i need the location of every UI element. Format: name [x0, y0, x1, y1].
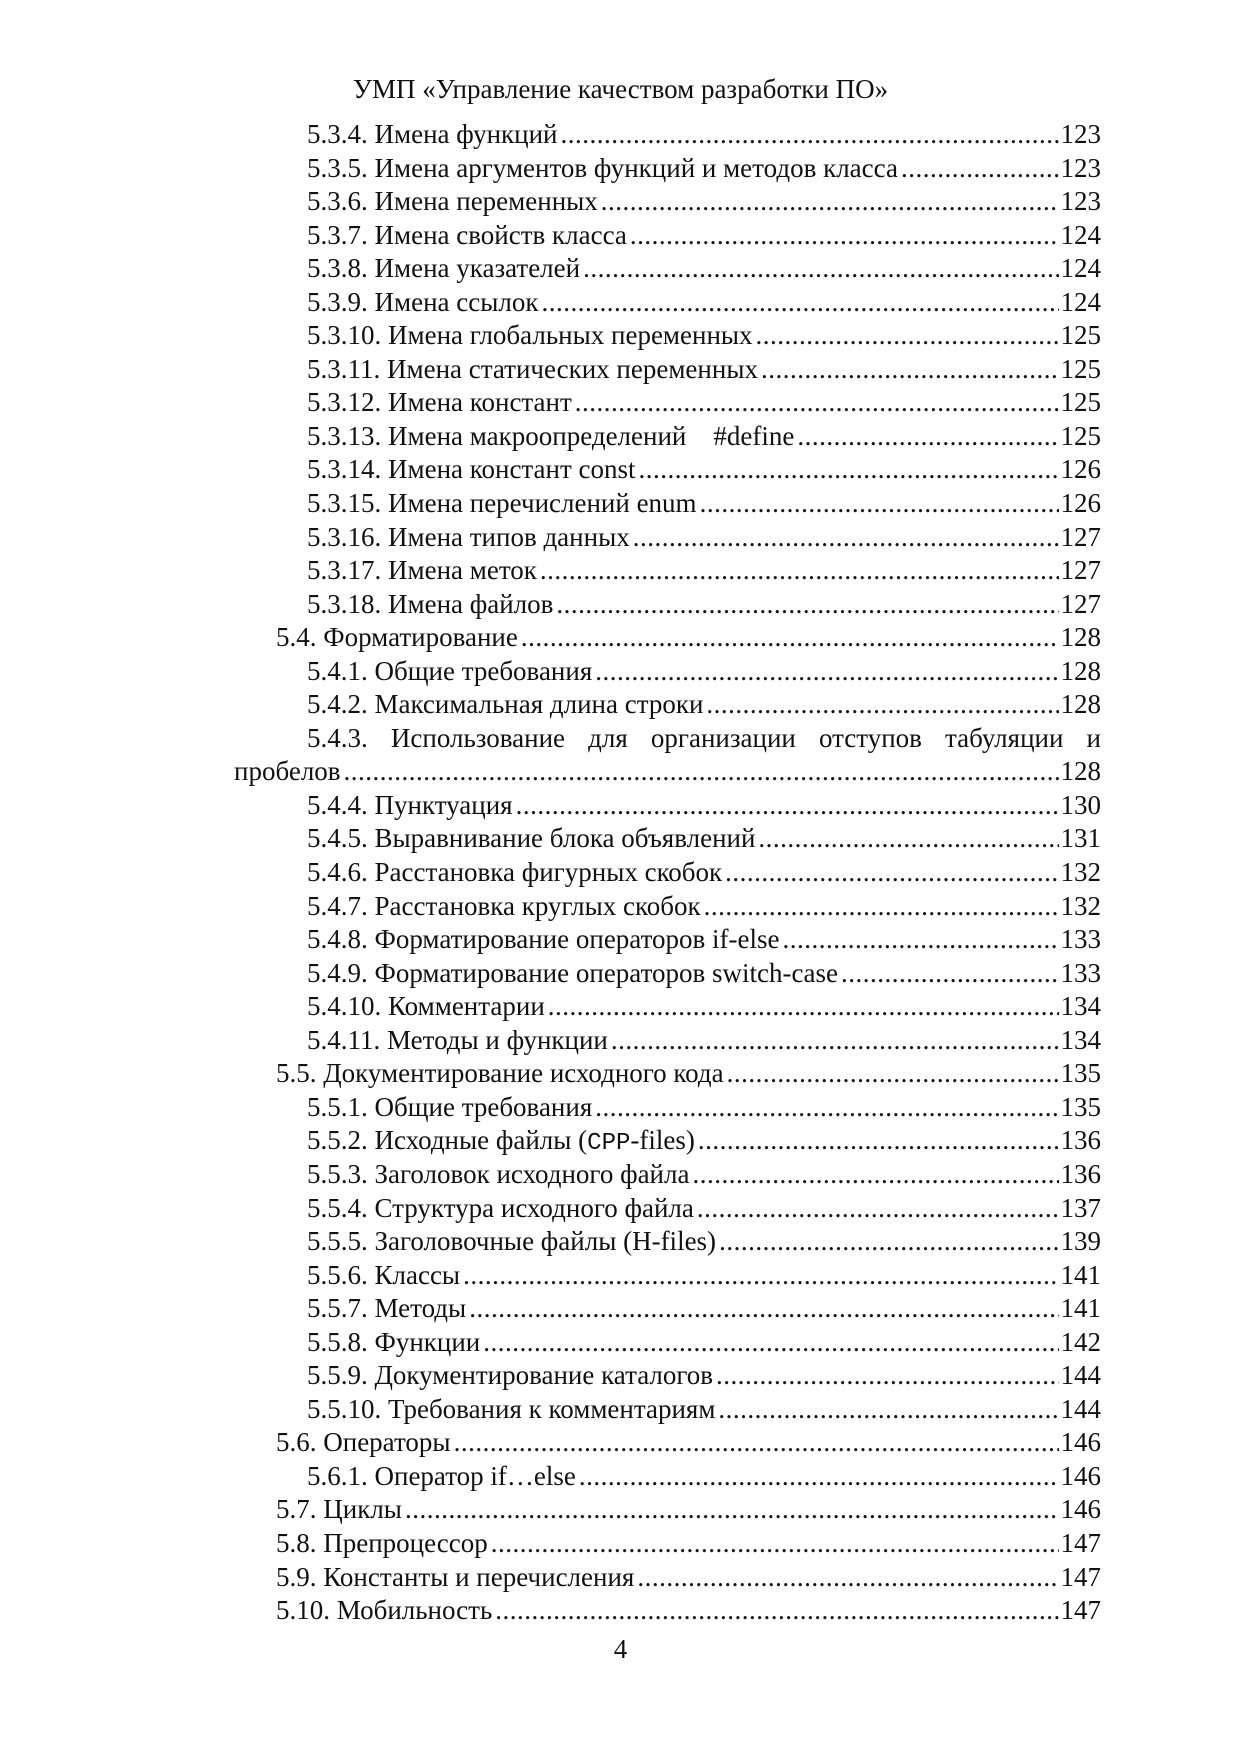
running-header: УМП «Управление качеством разработки ПО» — [352, 74, 889, 104]
toc-entry-page: 146 — [1060, 1427, 1101, 1458]
toc-entry-number: 5.4.9. — [307, 957, 368, 988]
toc-entry-number: 5.10. — [276, 1595, 330, 1626]
toc-entry-page: 132 — [1060, 857, 1101, 888]
toc-entry-wrapped-line1[interactable] — [0, 722, 1241, 756]
toc-entry[interactable] — [0, 1091, 1241, 1125]
dot-leader — [516, 789, 1059, 823]
toc-entry-title-part: Исходные файлы ( — [374, 1125, 588, 1156]
toc-entry-title: Имена перечислений enum — [388, 488, 697, 519]
toc-entry-title: Документирование исходного кода — [323, 1058, 724, 1089]
toc-entry-title: Имена ссылок — [374, 286, 539, 317]
toc-entry-number: 5.5.5. — [307, 1226, 368, 1257]
dot-leader — [483, 1326, 1058, 1360]
dot-leader — [797, 420, 1058, 454]
toc-entry-title: Использование для организации отступов табуляции и — [390, 722, 1102, 753]
toc-entry-page: 136 — [1060, 1125, 1101, 1156]
toc-entry-title: Имена меток — [388, 555, 537, 586]
toc-entry-page: 131 — [1060, 823, 1101, 854]
dot-leader — [344, 755, 1059, 789]
toc-entry-page: 134 — [1060, 1024, 1101, 1055]
toc-section-entry[interactable] — [0, 1527, 1241, 1561]
toc-entry[interactable] — [0, 1393, 1241, 1427]
toc-entry-number: 5.4.4. — [307, 789, 368, 820]
toc-entry[interactable] — [0, 1359, 1241, 1393]
toc-entry[interactable] — [0, 890, 1241, 924]
toc-entry-title: Имена типов данных — [388, 521, 630, 552]
dot-leader — [725, 856, 1058, 890]
toc-entry-page: 135 — [1060, 1058, 1101, 1089]
dot-leader — [697, 1192, 1059, 1226]
toc-entry-number: 5.3.18. — [307, 588, 382, 619]
toc-entry-number: 5.6.1. — [307, 1460, 368, 1491]
toc-entry-number: 5.9. — [276, 1561, 317, 1592]
toc-entry-number: 5.3.13. — [307, 420, 382, 451]
toc-entry-number: 5.4.3. — [307, 722, 368, 753]
toc-entry[interactable] — [0, 588, 1241, 622]
toc-entry-page: 137 — [1060, 1192, 1101, 1223]
toc-entry-number: 5.4. — [276, 622, 317, 653]
toc-entry-page: 144 — [1060, 1360, 1101, 1391]
toc-section-entry[interactable] — [0, 1493, 1241, 1527]
toc-entry-page: 127 — [1060, 521, 1101, 552]
toc-section-entry[interactable] — [0, 1561, 1241, 1595]
toc-entry-title: Имена переменных — [374, 186, 598, 217]
toc-entry-page: 147 — [1060, 1595, 1101, 1626]
toc-entry-number: 5.4.11. — [307, 1024, 381, 1055]
toc-entry-page: 136 — [1060, 1158, 1101, 1189]
toc-entry-page: 123 — [1060, 186, 1101, 217]
toc-entry-page: 125 — [1060, 320, 1101, 351]
toc-entry-number: 5.5. — [276, 1058, 317, 1089]
toc-entry-title: Пунктуация — [374, 789, 513, 820]
toc-entry-number: 5.3.9. — [307, 286, 368, 317]
toc-section-entry[interactable] — [0, 621, 1241, 655]
toc-entry-title: Расстановка круглых скобок — [374, 890, 701, 921]
toc-entry-page: 147 — [1060, 1527, 1101, 1558]
toc-entry-page: 128 — [1060, 655, 1101, 686]
toc-entry-number: 5.3.14. — [307, 454, 382, 485]
toc-entry-page: 146 — [1060, 1494, 1101, 1525]
toc-entry[interactable] — [0, 990, 1241, 1024]
toc-entry-number: 5.5.6. — [307, 1259, 368, 1290]
dot-leader — [783, 923, 1059, 957]
toc-entry-title: Общие требования — [374, 1091, 593, 1122]
toc-entry-title: Мобильность — [336, 1595, 493, 1626]
toc-entry-number: 5.4.6. — [307, 857, 368, 888]
dot-leader — [761, 353, 1059, 387]
toc-entry-page: 123 — [1060, 119, 1101, 149]
toc-entry[interactable] — [0, 152, 1241, 186]
toc-entry-page: 125 — [1060, 420, 1101, 451]
toc-entry[interactable] — [0, 252, 1241, 286]
toc-entry-page: 135 — [1060, 1091, 1101, 1122]
toc-entry-number: 5.3.6. — [307, 186, 368, 217]
dot-leader — [469, 1292, 1058, 1326]
toc-entry-page: 139 — [1060, 1226, 1101, 1257]
toc-entry-title: Препроцессор — [323, 1527, 488, 1558]
toc-entry-title-part: -files) — [630, 1125, 695, 1156]
toc-entry[interactable] — [0, 1292, 1241, 1326]
toc-entry-page: 141 — [1060, 1259, 1101, 1290]
toc-entry-title-continuation: пробелов — [234, 756, 341, 787]
toc-entry[interactable] — [0, 1124, 1241, 1158]
toc-entry-number: 5.7. — [276, 1494, 317, 1525]
toc-entry[interactable] — [0, 219, 1241, 253]
dot-leader — [521, 621, 1059, 655]
toc-entry-title: Структура исходного файла — [374, 1192, 694, 1223]
toc-entry-page: 133 — [1060, 924, 1101, 955]
dot-leader — [719, 1225, 1058, 1259]
toc-entry-page: 133 — [1060, 957, 1101, 988]
dot-leader — [756, 319, 1059, 353]
toc-entry-title: Форматирование операторов switch-case — [374, 957, 838, 988]
toc-entry[interactable] — [0, 453, 1241, 487]
dot-leader — [718, 1393, 1058, 1427]
dot-leader — [639, 453, 1059, 487]
toc-entry[interactable] — [0, 1225, 1241, 1259]
toc-entry-code: CPP — [587, 1130, 631, 1158]
dot-leader — [700, 487, 1059, 521]
toc-entry-page: 130 — [1060, 789, 1101, 820]
toc-entry-title: Циклы — [323, 1494, 402, 1525]
toc-entry-wrapped-line2[interactable] — [0, 755, 1241, 789]
toc-entry-number: 5.3.8. — [307, 253, 368, 284]
dot-leader — [561, 118, 1059, 152]
dot-leader — [405, 1493, 1059, 1527]
toc-entry-number: 5.4.2. — [307, 689, 368, 720]
toc-entry-title: Имена функций — [374, 119, 558, 149]
toc-entry-title: Документирование каталогов — [374, 1360, 714, 1391]
toc-entry-number: 5.8. — [276, 1527, 317, 1558]
toc-entry-page: 141 — [1060, 1293, 1101, 1324]
toc-entry-title: Имена констант const — [388, 454, 636, 485]
toc-entry[interactable] — [0, 789, 1241, 823]
toc-entry-page: 146 — [1060, 1460, 1101, 1491]
dot-leader — [579, 1460, 1059, 1494]
toc-entry[interactable] — [0, 353, 1241, 387]
toc-entry-title: Имена глобальных переменных — [388, 320, 753, 351]
toc-entry-page: 132 — [1060, 890, 1101, 921]
toc-entry-page: 123 — [1060, 152, 1101, 183]
toc-entry-page: 147 — [1060, 1561, 1101, 1592]
toc-entry-number: 5.6. — [276, 1427, 317, 1458]
toc-entry-page: 125 — [1060, 387, 1101, 418]
toc-entry-page: 128 — [1060, 756, 1101, 787]
toc-entry[interactable] — [0, 420, 1241, 454]
toc-entry-number: 5.5.3. — [307, 1158, 368, 1189]
toc-entry[interactable] — [0, 957, 1241, 991]
toc-entry-title: Имена указателей — [374, 253, 581, 284]
dot-leader — [463, 1259, 1058, 1293]
toc-entry-title: Имена статических переменных — [387, 353, 758, 384]
toc-entry-title: Общие требования — [374, 655, 593, 686]
toc-entry-page: 127 — [1060, 588, 1101, 619]
toc-entry[interactable] — [0, 822, 1241, 856]
dot-leader — [758, 822, 1058, 856]
dot-leader — [595, 655, 1058, 689]
toc-entry[interactable] — [0, 554, 1241, 588]
toc-entry-title: Константы и перечисления — [323, 1561, 635, 1592]
toc-entry-number: 5.3.5. — [307, 152, 368, 183]
toc-entry[interactable] — [0, 319, 1241, 353]
dot-leader — [583, 252, 1058, 286]
toc-entry-page: 125 — [1060, 353, 1101, 384]
toc-entry-page: 142 — [1060, 1326, 1101, 1357]
dot-leader — [540, 554, 1059, 588]
toc-entry-title: Операторы — [323, 1427, 451, 1458]
toc-entry-number: 5.4.1. — [307, 655, 368, 686]
toc-entry-number: 5.3.16. — [307, 521, 382, 552]
toc-entry[interactable] — [0, 655, 1241, 689]
dot-leader — [495, 1594, 1058, 1628]
toc-entry[interactable] — [0, 286, 1241, 320]
toc-entry-number: 5.5.8. — [307, 1326, 368, 1357]
toc-entry-number: 5.3.10. — [307, 320, 382, 351]
dot-leader — [548, 990, 1059, 1024]
toc-entry-title: Классы — [374, 1259, 461, 1290]
toc-entry-title: Заголовок исходного файла — [374, 1158, 690, 1189]
toc-entry-title: Имена аргументов функций и методов класса — [374, 152, 898, 183]
toc-entry[interactable] — [0, 1326, 1241, 1360]
toc-entry-title: Методы и функции — [387, 1024, 608, 1055]
toc-section-entry[interactable] — [0, 1594, 1241, 1628]
toc-entry-number: 5.5.4. — [307, 1192, 368, 1223]
toc-entry[interactable] — [0, 1460, 1241, 1494]
toc-entry-title: Методы — [374, 1293, 467, 1324]
toc-entry-number: 5.3.7. — [307, 219, 368, 250]
dot-leader — [595, 1091, 1058, 1125]
toc-entry-page: 128 — [1060, 622, 1101, 653]
toc-entry-title: Требования к комментариям — [388, 1393, 716, 1424]
toc-entry-number: 5.3.4. — [307, 119, 368, 149]
toc-entry-page: 128 — [1060, 689, 1101, 720]
toc-entry-title: Имена свойств класса — [374, 219, 627, 250]
dot-leader — [706, 688, 1058, 722]
toc-entry-page: 124 — [1060, 219, 1101, 250]
toc-entry-number: 5.4.5. — [307, 823, 368, 854]
dot-leader — [575, 386, 1059, 420]
toc-entry[interactable] — [0, 856, 1241, 890]
toc-entry-title: Имена макроопределений #define — [388, 420, 795, 451]
dot-leader — [704, 890, 1059, 924]
toc-entry-page: 127 — [1060, 555, 1101, 586]
dot-leader — [716, 1359, 1058, 1393]
dot-leader — [454, 1426, 1059, 1460]
toc-entry-number: 5.4.10. — [307, 991, 382, 1022]
toc-entry-title: Максимальная длина строки — [374, 689, 704, 720]
toc-entry-number: 5.5.10. — [307, 1393, 382, 1424]
toc-entry-number: 5.5.1. — [307, 1091, 368, 1122]
toc-entry[interactable] — [0, 1158, 1241, 1192]
toc-entry-title: Имена файлов — [388, 588, 554, 619]
toc-entry[interactable] — [0, 521, 1241, 555]
toc-entry-page: 124 — [1060, 253, 1101, 284]
dot-leader — [901, 152, 1059, 186]
page-number: 4 — [613, 1634, 628, 1664]
dot-leader — [692, 1158, 1058, 1192]
toc-section-entry[interactable] — [0, 1057, 1241, 1091]
toc-entry[interactable] — [0, 1192, 1241, 1226]
toc-entry-number: 5.5.2. — [307, 1125, 368, 1156]
toc-entry-page: 134 — [1060, 991, 1101, 1022]
toc-entry[interactable] — [0, 118, 1241, 152]
dot-leader — [601, 185, 1059, 219]
dot-leader — [633, 521, 1059, 555]
toc-entry-page: 144 — [1060, 1393, 1101, 1424]
dot-leader — [491, 1527, 1059, 1561]
toc-entry-title: Форматирование — [323, 622, 518, 653]
toc-entry-number: 5.5.7. — [307, 1293, 368, 1324]
toc-entry[interactable] — [0, 1024, 1241, 1058]
dot-leader — [637, 1561, 1058, 1595]
toc-entry[interactable] — [0, 923, 1241, 957]
toc-entry[interactable] — [0, 1259, 1241, 1293]
dot-leader — [556, 588, 1058, 622]
toc-entry-title: Форматирование операторов if-else — [374, 924, 780, 955]
toc-entry-title: Заголовочные файлы (H-files) — [374, 1226, 717, 1257]
toc-entry-number: 5.3.11. — [307, 353, 381, 384]
toc-entry[interactable] — [0, 487, 1241, 521]
dot-leader — [841, 957, 1059, 991]
toc-entry-page: 124 — [1060, 286, 1101, 317]
table-of-contents — [0, 118, 1241, 1628]
toc-entry-title: Расстановка фигурных скобок — [374, 857, 723, 888]
toc-entry-number: 5.3.12. — [307, 387, 382, 418]
dot-leader — [611, 1024, 1059, 1058]
toc-entry[interactable] — [0, 688, 1241, 722]
toc-entry-number: 5.3.15. — [307, 488, 382, 519]
toc-entry-number: 5.5.9. — [307, 1360, 368, 1391]
toc-entry-page: 126 — [1060, 488, 1101, 519]
toc-entry-number: 5.4.8. — [307, 924, 368, 955]
dot-leader — [727, 1057, 1059, 1091]
toc-entry-number: 5.3.17. — [307, 555, 382, 586]
toc-entry-title: Выравнивание блока объявлений — [374, 823, 756, 854]
toc-entry-page: 126 — [1060, 454, 1101, 485]
toc-entry-title: Имена констант — [388, 387, 572, 418]
toc-entry-title: Комментарии — [388, 991, 545, 1022]
toc-entry-title: Оператор if…else — [374, 1460, 576, 1491]
dot-leader — [630, 219, 1059, 253]
toc-entry-title — [374, 1125, 695, 1158]
toc-entry-number: 5.4.7. — [307, 890, 368, 921]
dot-leader — [541, 286, 1058, 320]
toc-section-entry[interactable] — [0, 1426, 1241, 1460]
dot-leader — [698, 1124, 1059, 1158]
toc-entry[interactable] — [0, 185, 1241, 219]
toc-entry[interactable] — [0, 386, 1241, 420]
toc-entry-title: Функции — [374, 1326, 481, 1357]
